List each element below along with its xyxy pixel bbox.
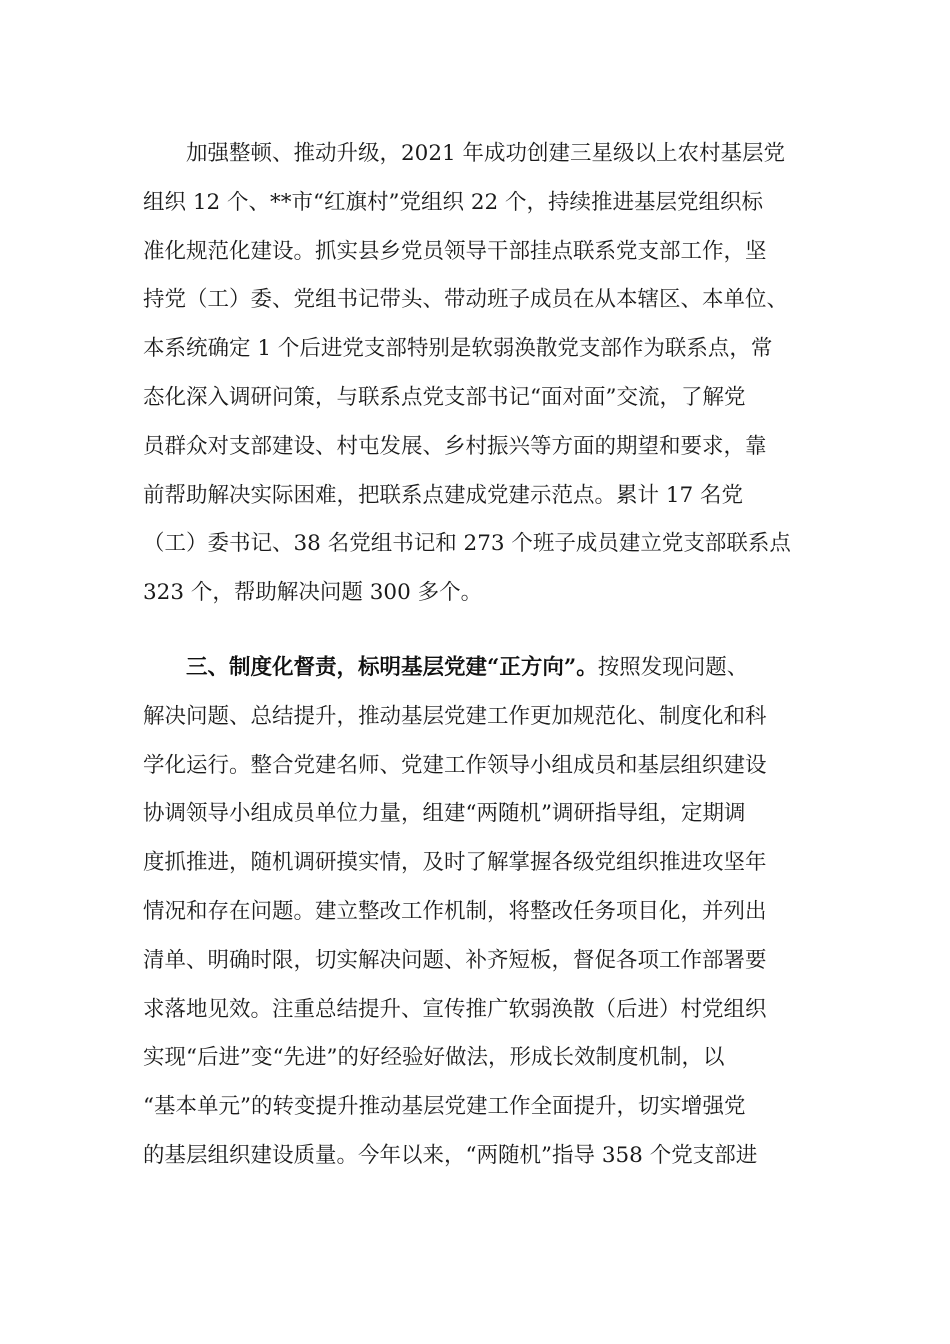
text-line: 前帮助解决实际困难，把联系点建成党建示范点。累计 17 名党 xyxy=(143,482,744,508)
text-line: “基本单元”的转变提升推动基层党建工作全面提升，切实增强党 xyxy=(143,1094,746,1120)
text-line: 本系统确定 1 个后进党支部特别是软弱涣散党支部作为联系点，常 xyxy=(143,336,773,362)
section-heading: 三、制度化督责，标明基层党建“正方向”。 xyxy=(186,654,598,680)
text-line: 协调领导小组成员单位力量，组建“两随机”调研指导组，定期调 xyxy=(143,801,746,827)
text-line: 的基层组织建设质量。今年以来，“两随机”指导 358 个党支部进 xyxy=(143,1142,758,1168)
text-line: 323 个，帮助解决问题 300 多个。 xyxy=(143,580,483,606)
text-line: 持党（工）委、党组书记带头、带动班子成员在从本辖区、本单位、 xyxy=(143,287,789,313)
text-line: 清单、明确时限，切实解决问题、补齐短板，督促各项工作部署要 xyxy=(143,947,767,973)
text-line: 求落地见效。注重总结提升、宣传推广软弱涣散（后进）村党组织 xyxy=(143,996,767,1022)
text-line: 度抓推进，随机调研摸实情，及时了解掌握各级党组织推进攻坚年 xyxy=(143,850,767,876)
text-line: 员群众对支部建设、村屯发展、乡村振兴等方面的期望和要求，靠 xyxy=(143,433,767,459)
paragraph-spacer xyxy=(143,618,823,644)
text-line: 学化运行。整合党建名师、党建工作领导小组成员和基层组织建设 xyxy=(143,752,767,778)
paragraph-2 xyxy=(143,644,823,1181)
text-line: 态化深入调研问策，与联系点党支部书记“面对面”交流，了解党 xyxy=(143,384,746,410)
text-line: （工）委书记、38 名党组书记和 273 个班子成员建立党支部联系点 xyxy=(143,531,791,557)
text-line: 实现“后进”变“先进”的好经验好做法，形成长效制度机制，以 xyxy=(143,1045,725,1071)
text-line: 加强整顿、推动升级，2021 年成功创建三星级以上农村基层党 xyxy=(186,141,786,166)
text-line: 准化规范化建设。抓实县乡党员领导干部挂点联系党支部工作，坚 xyxy=(143,238,767,264)
paragraph-1 xyxy=(143,130,823,618)
heading-line-rest: 按照发现问题、 xyxy=(597,654,749,680)
text-line: 解决问题、总结提升，推动基层党建工作更加规范化、制度化和科 xyxy=(143,703,767,729)
text-line: 组织 12 个、**市“红旗村”党组织 22 个，持续推进基层党组织标 xyxy=(143,189,764,215)
heading-line xyxy=(143,644,823,693)
document-body xyxy=(143,130,823,1181)
text-line: 情况和存在问题。建立整改工作机制，将整改任务项目化，并列出 xyxy=(143,898,767,924)
